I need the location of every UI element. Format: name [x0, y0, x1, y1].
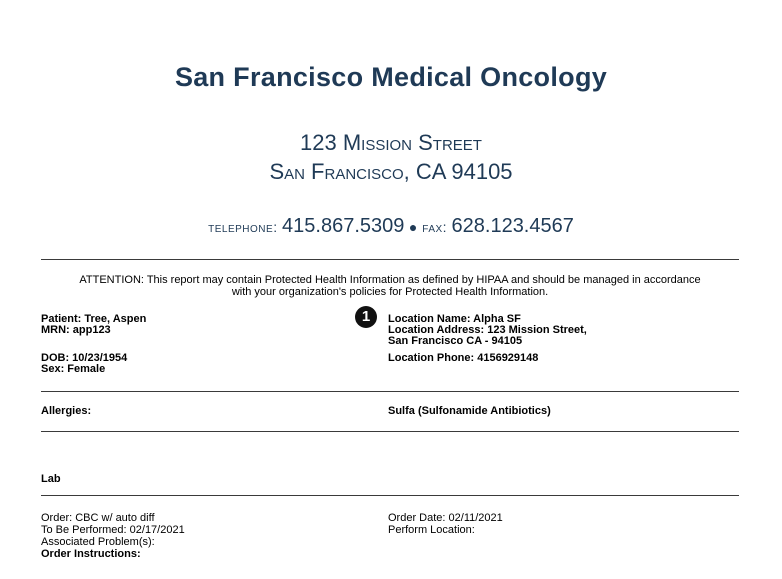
clinic-address-city: San Francisco, CA 94105 [269, 159, 513, 184]
lab-order-name: Order: CBC w/ auto diff [41, 512, 155, 524]
location-address-line1: Location Address: 123 Mission Street, [388, 324, 587, 336]
patient-mrn: MRN: app123 [41, 324, 111, 336]
hipaa-notice-line1: ATTENTION: This report may contain Protected Health Information as defined by HIPAA and should be managed in accordance [79, 274, 701, 286]
lab-section-title: Lab [41, 473, 61, 485]
fax-label: fax: [422, 219, 448, 235]
clinic-name: San Francisco Medical Oncology [174, 62, 608, 92]
lab-divider [41, 495, 739, 496]
patient-name: Patient: Tree, Aspen [41, 313, 147, 325]
patient-divider [41, 391, 739, 392]
telephone-number: 415.867.5309 [282, 215, 405, 237]
fax-number: 628.123.4567 [451, 215, 574, 237]
location-phone: Location Phone: 4156929148 [388, 352, 539, 364]
lab-order-instructions: Order Instructions: [41, 548, 141, 560]
bullet-separator: ● [408, 219, 418, 235]
location-number-badge: 1 [355, 306, 377, 328]
patient-sex: Sex: Female [41, 363, 106, 375]
allergies-label: Allergies: [41, 405, 92, 417]
lab-to-be-performed: To Be Performed: 02/17/2021 [41, 524, 185, 536]
allergies-divider [41, 431, 739, 432]
location-address-line2: San Francisco CA - 94105 [388, 335, 523, 347]
header-divider [41, 259, 739, 260]
hipaa-notice [41, 274, 739, 298]
telephone-label: telephone: [208, 219, 278, 235]
clinic-contact-line [0, 215, 782, 238]
allergies-value: Sulfa (Sulfonamide Antibiotics) [388, 405, 551, 417]
lab-associated-problems: Associated Problem(s): [41, 536, 155, 548]
location-name: Location Name: Alpha SF [388, 313, 521, 325]
lab-order-date: Order Date: 02/11/2021 [388, 512, 503, 524]
hipaa-notice-line2: with your organization's policies for Protected Health Information. [231, 286, 549, 298]
clinic-address-street: 123 Mission Street [300, 130, 482, 155]
lab-perform-location: Perform Location: [388, 524, 475, 536]
patient-dob: DOB: 10/23/1954 [41, 352, 128, 364]
